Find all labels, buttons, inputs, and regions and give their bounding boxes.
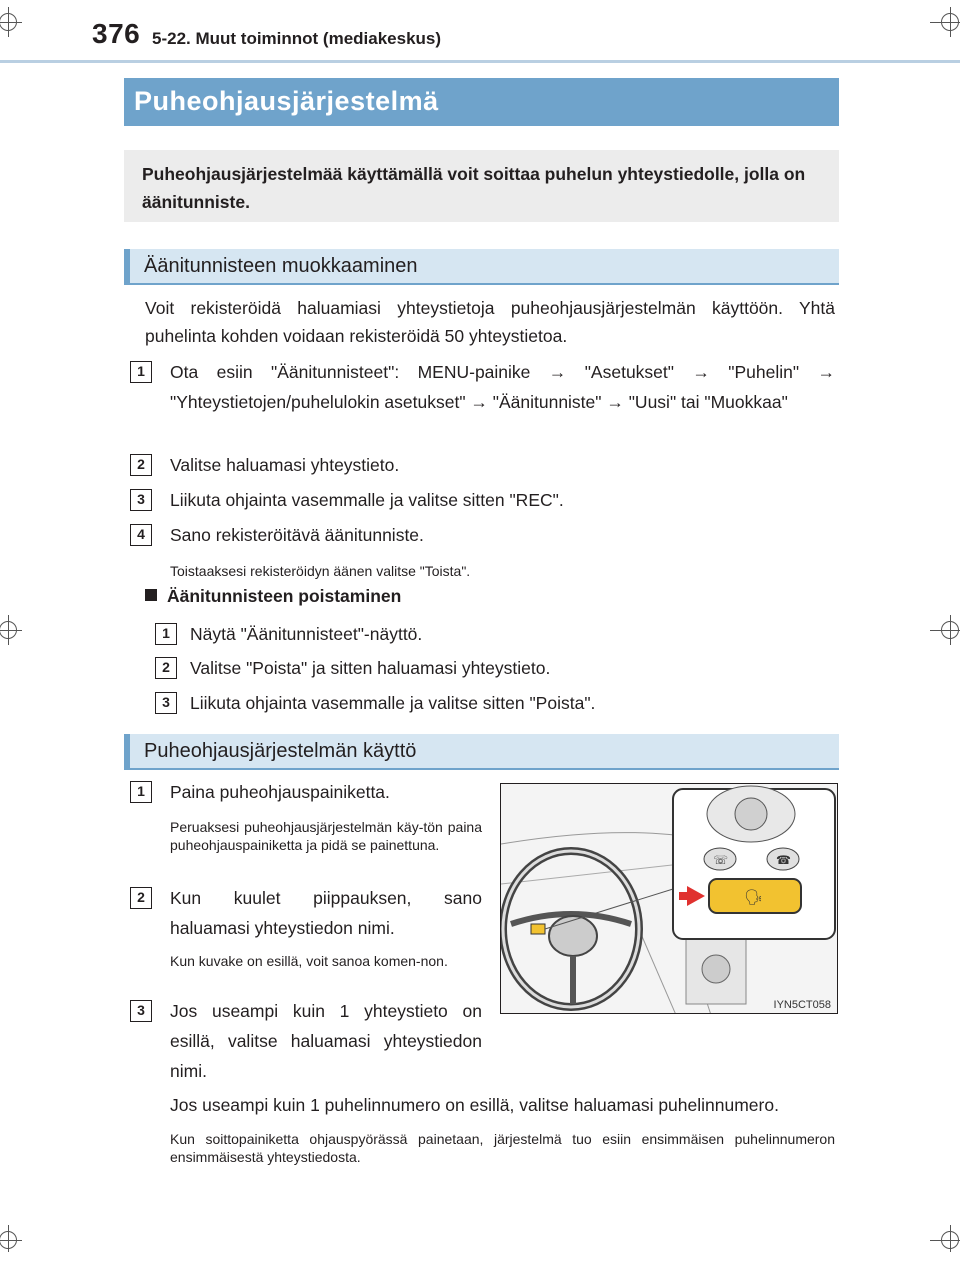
step-number: 1 — [130, 781, 152, 803]
header-rule — [0, 60, 960, 63]
step-text: Näytä "Äänitunnisteet"-näyttö. — [190, 624, 423, 644]
intro-text: Puheohjausjärjestelmää käyttämällä voit soittaa puhelun yhteystiedolle, jolla on äänitunniste. — [142, 164, 806, 212]
step-number: 4 — [130, 524, 152, 546]
step-text: Liikuta ohjainta vasemmalle ja valitse sitten "REC". — [170, 490, 564, 510]
page-title: Puheohjausjärjestelmä — [134, 86, 439, 116]
step-number: 1 — [155, 623, 177, 645]
intro-box — [124, 150, 839, 222]
section-paragraph: Jos useampi kuin 1 puhelinnumero on esillä, valitse haluamasi puhelinnumero. — [170, 1095, 779, 1115]
section-title: Äänitunnisteen muokkaaminen — [144, 255, 418, 277]
step-number: 2 — [130, 887, 152, 909]
subsection-title: Äänitunnisteen poistaminen — [167, 586, 402, 606]
step-number: 3 — [130, 489, 152, 511]
step-text: Paina puheohjauspainiketta. — [170, 782, 390, 802]
svg-text:☏: ☏ — [713, 853, 729, 867]
section-bar-voice-control-use — [124, 734, 839, 770]
step-note: Kun kuvake on esillä, voit sanoa komen-non. — [170, 953, 448, 969]
step-note: Peruaksesi puheohjausjärjestelmän käy-tön paina puheohjauspainiketta ja pidä se painettuna. — [170, 819, 482, 853]
square-bullet-icon — [145, 589, 157, 601]
subsection-heading — [145, 586, 401, 607]
voice-button-marker — [531, 924, 545, 934]
section-title: Puheohjausjärjestelmän käyttö — [144, 740, 417, 762]
step-text: Liikuta ohjainta vasemmalle ja valitse sitten "Poista". — [190, 693, 596, 713]
steering-wheel-illustration — [500, 783, 838, 1014]
section-bar-edit-voice-tag — [124, 249, 839, 285]
page-number: 376 — [92, 18, 141, 49]
svg-text:🗣: 🗣 — [744, 888, 764, 906]
step-number: 2 — [155, 657, 177, 679]
step-text: Jos useampi kuin 1 yhteystieto on esillä, valitse haluamasi yhteystiedon nimi. — [170, 1001, 482, 1081]
step-text: Ota esiin "Äänitunnisteet": MENU-painike → "Asetukset" → "Puhelin" → "Yhteystietojen/puhelulokin asetukset" → "Äänitunniste" → "Uusi" tai "Muokkaa" — [170, 362, 835, 412]
step-text: Valitse "Poista" ja sitten haluamasi yhteystieto. — [190, 658, 551, 678]
step-text: Kun kuulet piippauksen, sano haluamasi yhteystiedon nimi. — [170, 888, 482, 938]
final-note: Kun soittopainiketta ohjauspyörässä painetaan, järjestelmä tuo esiin ensimmäisen puhelinnumeron ensimmäisestä yhteystiedosta. — [170, 1131, 835, 1165]
main-title-bar — [124, 78, 839, 126]
step-number: 2 — [130, 454, 152, 476]
step-number: 3 — [155, 692, 177, 714]
chapter-title: 5-22. Muut toiminnot (mediakeskus) — [152, 29, 442, 48]
step-note: Toistaaksesi rekisteröidyn äänen valitse "Toista". — [170, 563, 471, 579]
step-number: 1 — [130, 361, 152, 383]
dashboard-drawing — [501, 784, 838, 1014]
step-number: 3 — [130, 1000, 152, 1022]
step-text: Sano rekisteröitävä äänitunniste. — [170, 525, 424, 545]
figure-code: IYN5CT058 — [773, 999, 831, 1011]
section-paragraph: Voit rekisteröidä haluamiasi yhteystietoja puheohjausjärjestelmän käyttöön. Yhtä puhelinta kohden voidaan rekisteröidä 50 yhteystietoa. — [145, 298, 835, 346]
step-text: Valitse haluamasi yhteystieto. — [170, 455, 400, 475]
svg-text:☎: ☎ — [776, 853, 791, 867]
